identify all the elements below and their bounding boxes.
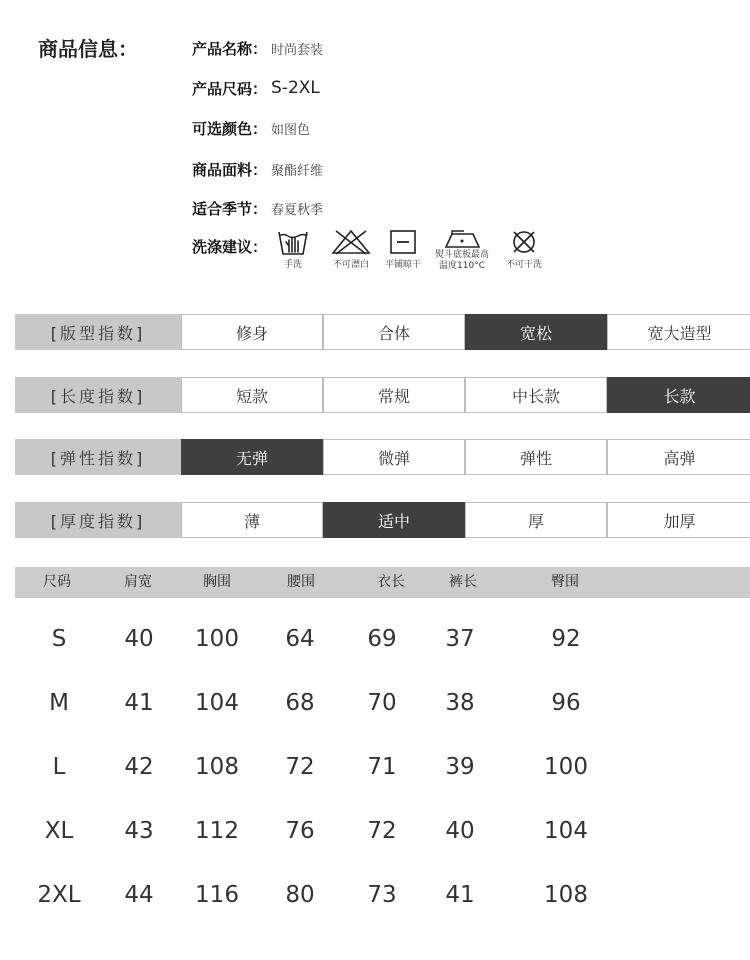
info-label: 产品尺码： xyxy=(192,79,268,98)
info-row-care xyxy=(192,234,267,258)
info-label: 商品面料： xyxy=(192,160,268,179)
info-value: 春夏秋季 xyxy=(271,202,324,218)
column-header: 衣长 xyxy=(377,574,405,590)
thickness-option-thick: 厚 xyxy=(465,502,607,538)
care-hand-wash xyxy=(263,228,323,271)
table-cell: 116 xyxy=(195,882,239,908)
thickness-index-label: [厚度指数] xyxy=(15,502,181,538)
table-cell: 100 xyxy=(544,754,588,780)
no-dry-clean-icon xyxy=(509,228,539,256)
table-cell: 41 xyxy=(124,690,154,716)
table-cell: 104 xyxy=(544,818,588,844)
fit-option-regular: 合体 xyxy=(323,314,465,350)
table-cell: 96 xyxy=(551,690,581,716)
info-label: 产品名称： xyxy=(192,39,268,58)
table-cell: 100 xyxy=(195,626,239,652)
info-value: 如图色 xyxy=(271,122,311,138)
table-cell: 69 xyxy=(367,626,397,652)
table-cell: 92 xyxy=(551,626,581,652)
care-iron xyxy=(432,228,492,272)
fit-option-slim: 修身 xyxy=(181,314,323,350)
table-cell: 108 xyxy=(544,882,588,908)
info-row-fabric xyxy=(192,157,323,181)
table-cell: 38 xyxy=(445,690,475,716)
table-cell: 37 xyxy=(445,626,475,652)
column-header: 胸围 xyxy=(203,574,231,590)
care-label: 手洗 xyxy=(283,260,302,270)
table-cell: 40 xyxy=(445,818,475,844)
care-dry-flat xyxy=(373,228,433,271)
elasticity-option-slight: 微弹 xyxy=(323,439,465,475)
table-cell: 73 xyxy=(367,882,397,908)
info-label: 适合季节： xyxy=(192,199,268,218)
table-cell: 104 xyxy=(195,690,239,716)
thickness-option-extra-thick: 加厚 xyxy=(607,502,750,538)
table-cell: 112 xyxy=(195,818,239,844)
table-cell: 42 xyxy=(124,754,154,780)
table-cell: 108 xyxy=(195,754,239,780)
table-cell: 80 xyxy=(285,882,315,908)
dry-flat-icon xyxy=(388,228,418,256)
table-cell: 68 xyxy=(285,690,315,716)
table-cell: 2XL xyxy=(37,882,81,908)
info-value: 时尚套装 xyxy=(271,42,324,58)
elasticity-option-stretch: 弹性 xyxy=(465,439,607,475)
table-cell: 41 xyxy=(445,882,475,908)
length-option-long: 长款 xyxy=(607,377,750,413)
table-cell: 72 xyxy=(285,754,315,780)
column-header: 裤长 xyxy=(449,574,477,590)
table-cell: XL xyxy=(44,818,74,844)
hand-wash-icon xyxy=(276,228,310,256)
info-label: 洗涤建议： xyxy=(192,237,268,256)
length-option-regular: 常规 xyxy=(323,377,465,413)
no-bleach-icon xyxy=(330,228,372,256)
elasticity-option-none: 无弹 xyxy=(181,439,323,475)
care-label: 不可漂白 xyxy=(332,260,369,270)
table-cell: L xyxy=(52,754,66,780)
elasticity-index-row xyxy=(15,439,750,475)
column-header: 尺码 xyxy=(43,574,71,590)
care-label: 熨斗底板最高 xyxy=(434,250,489,260)
length-index-label: [长度指数] xyxy=(15,377,181,413)
elasticity-option-high: 高弹 xyxy=(607,439,750,475)
fit-option-loose: 宽松 xyxy=(465,314,607,350)
table-cell: 43 xyxy=(124,818,154,844)
column-header: 腰围 xyxy=(287,574,315,590)
iron-icon xyxy=(442,228,482,250)
length-option-mid: 中长款 xyxy=(465,377,607,413)
table-cell: 70 xyxy=(367,690,397,716)
table-cell: 72 xyxy=(367,818,397,844)
info-row-size xyxy=(192,76,320,100)
product-info-title: 商品信息： xyxy=(38,37,138,61)
length-option-short: 短款 xyxy=(181,377,323,413)
care-no-dry-clean xyxy=(494,228,554,271)
fit-index-label: [版型指数] xyxy=(15,314,181,350)
info-value: S-2XL xyxy=(271,78,320,98)
table-cell: 71 xyxy=(367,754,397,780)
length-index-row xyxy=(15,377,750,413)
care-no-bleach xyxy=(321,228,381,271)
info-row-name xyxy=(192,36,323,60)
column-header: 臀围 xyxy=(551,574,579,590)
info-row-season xyxy=(192,196,323,220)
size-table-header xyxy=(15,567,750,598)
info-label: 可选颜色： xyxy=(192,119,268,138)
care-label: 温度110°C xyxy=(439,261,485,271)
thickness-option-medium: 适中 xyxy=(323,502,465,538)
table-cell: 76 xyxy=(285,818,315,844)
table-cell: 64 xyxy=(285,626,315,652)
info-value: 聚酯纤维 xyxy=(271,163,324,179)
care-label: 平铺晾干 xyxy=(384,260,421,270)
elasticity-index-label: [弹性指数] xyxy=(15,439,181,475)
column-header: 肩宽 xyxy=(124,574,152,590)
table-cell: 39 xyxy=(445,754,475,780)
table-cell: S xyxy=(51,626,67,652)
table-cell: 40 xyxy=(124,626,154,652)
thickness-option-thin: 薄 xyxy=(181,502,323,538)
table-cell: 44 xyxy=(124,882,154,908)
fit-index-row xyxy=(15,314,750,350)
care-label: 不可干洗 xyxy=(505,260,542,270)
info-row-color xyxy=(192,116,310,140)
table-cell: M xyxy=(49,690,69,716)
fit-option-oversized: 宽大造型 xyxy=(607,314,750,350)
thickness-index-row xyxy=(15,502,750,538)
